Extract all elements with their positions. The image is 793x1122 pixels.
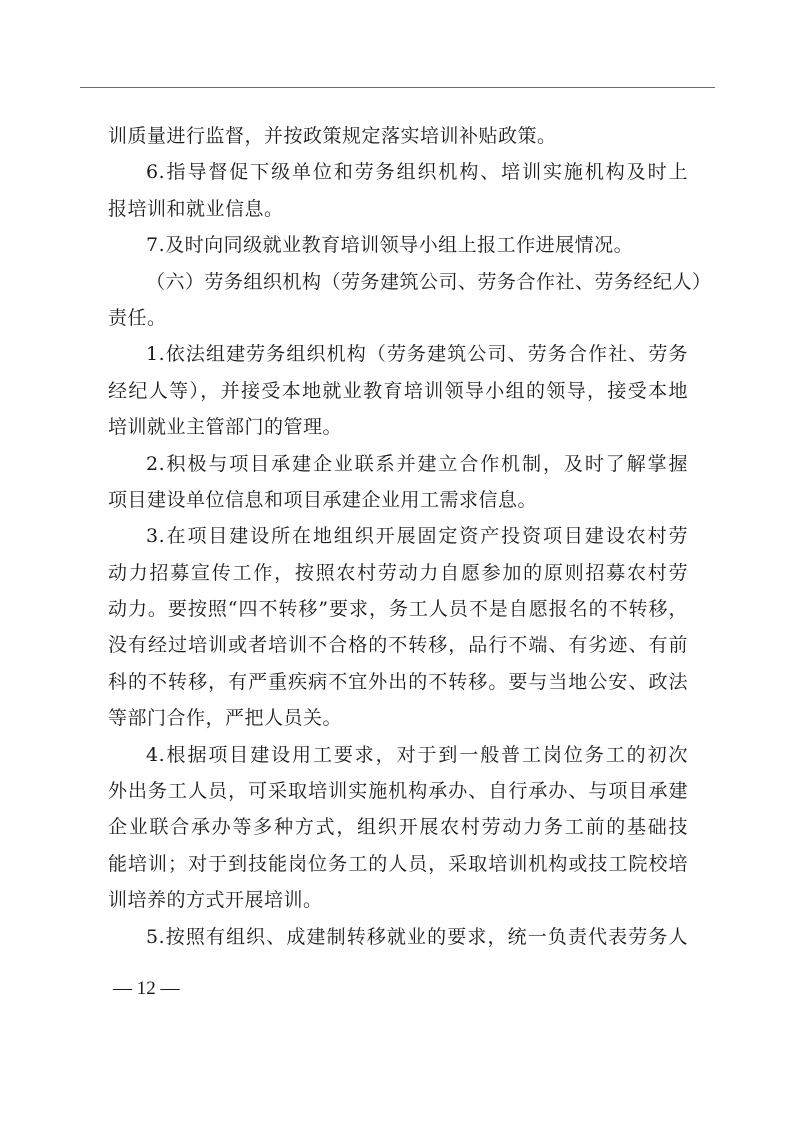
header-rule bbox=[80, 87, 715, 88]
text-line: 企业联合承办等多种方式，组织开展农村劳动力务工前的基础技 bbox=[108, 816, 688, 839]
text-line: 5.按照有组织、成建制转移就业的要求，统一负责代表劳务人 bbox=[146, 925, 688, 948]
text-line: 1.依法组建劳务组织机构（劳务建筑公司、劳务合作社、劳务 bbox=[146, 343, 688, 366]
section-heading-cont: 责任。 bbox=[108, 306, 167, 329]
text-line: 6.指导督促下级单位和劳务组织机构、培训实施机构及时上 bbox=[146, 161, 688, 184]
text-line: 训质量进行监督，并按政策规定落实培训补贴政策。 bbox=[108, 125, 557, 147]
text-line: 报培训和就业信息。 bbox=[108, 197, 284, 220]
text-line: 培训就业主管部门的管理。 bbox=[108, 416, 343, 439]
section-heading: （六）劳务组织机构（劳务建筑公司、劳务合作社、劳务经纪人） bbox=[146, 270, 712, 293]
text-line: 7.及时向同级就业教育培训领导小组上报工作进展情况。 bbox=[146, 234, 634, 257]
page-number: — 12 — bbox=[113, 978, 180, 999]
text-line: 2.积极与项目承建企业联系并建立合作机制，及时了解掌握 bbox=[146, 452, 688, 475]
document-body bbox=[108, 118, 712, 955]
text-line: 能培训；对于到技能岗位务工的人员，采取培训机构或技工院校培 bbox=[108, 852, 688, 875]
text-line: 项目建设单位信息和项目承建企业用工需求信息。 bbox=[108, 488, 538, 511]
text-line: 训培养的方式开展培训。 bbox=[108, 889, 323, 912]
text-line: 3.在项目建设所在地组织开展固定资产投资项目建设农村劳 bbox=[146, 525, 688, 548]
text-line: 没有经过培训或者培训不合格的不转移，品行不端、有劣迹、有前 bbox=[108, 634, 688, 657]
text-line: 4.根据项目建设用工要求，对于到一般普工岗位务工的初次 bbox=[146, 743, 688, 766]
text-line: 动力。要按照“四不转移”要求，务工人员不是自愿报名的不转移， bbox=[108, 598, 688, 621]
text-line: 等部门合作，严把人员关。 bbox=[108, 707, 343, 730]
text-line: 外出务工人员，可采取培训实施机构承办、自行承办、与项目承建 bbox=[108, 780, 688, 803]
text-line: 经纪人等），并接受本地就业教育培训领导小组的领导，接受本地 bbox=[108, 379, 688, 402]
text-line: 动力招募宣传工作，按照农村劳动力自愿参加的原则招募农村劳 bbox=[108, 561, 688, 584]
text-line: 科的不转移，有严重疾病不宜外出的不转移。要与当地公安、政法 bbox=[108, 670, 688, 693]
